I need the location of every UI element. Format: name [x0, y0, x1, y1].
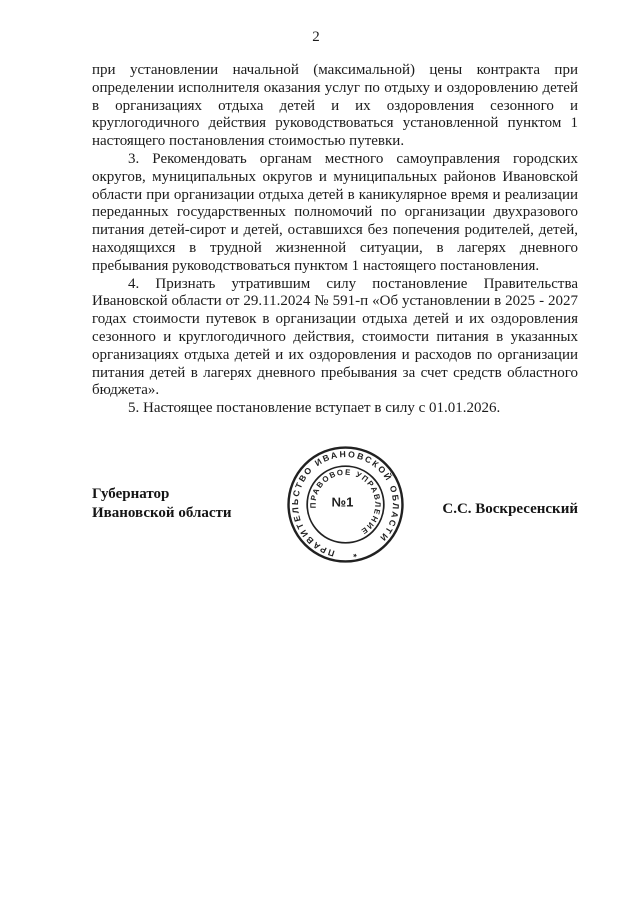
- paragraph-item-4: 4. Признать утратившим силу постановление Правительства Ивановской области от 29.11.2024 № 591-п «Об установлении в 2025 - 2027 годах стоимости путевок в организации отдыха детей и их оздоровления сезонного и круглогодичного действия, стоимости питания в указанных организациях отдыха детей и их оздоровления и расходов по организации питания детей в лагерях дневного пребывания за счет средств областного бюджета».: [92, 275, 578, 399]
- page-number: 2: [312, 29, 320, 45]
- document-body: [92, 62, 578, 418]
- stamp-number: №1: [331, 494, 354, 510]
- stamp-star-icon: *: [352, 548, 358, 560]
- official-stamp: [285, 444, 406, 565]
- signature-title: [92, 485, 232, 522]
- signature-title-line2: Ивановской области: [92, 504, 232, 521]
- stamp-outer-text: ПРАВИТЕЛЬСТВО ИВАНОВСКОЙ ОБЛАСТИ: [289, 448, 402, 559]
- stamp-inner-text: ПРАВОВОЕ УПРАВЛЕНИЕ: [308, 467, 383, 537]
- signature-title-line1: Губернатор: [92, 486, 170, 502]
- paragraph-continuation: при установлении начальной (максимальной) цены контракта при определении исполнителя оказания услуг по отдыху и оздоровлению детей в организациях отдыха детей и их оздоровления сезонного и круглогодичного действия руководствоваться установленной пунктом 1 настоящего постановления стоимостью путевки.: [92, 62, 578, 150]
- paragraph-item-5: 5. Настоящее постановление вступает в силу с 01.01.2026.: [128, 400, 501, 417]
- signature-name: С.С. Воскресенский: [442, 501, 578, 517]
- paragraph-item-3: 3. Рекомендовать органам местного самоуправления городских округов, муниципальных округов и муниципальных районов Ивановской области при организации отдыха детей в каникулярное время и реализации переданных государственных полномочий по организации двухразового питания детей-сирот и детей, оставшихся без попечения родителей, детей, находящихся в трудной жизненной ситуации, в лагерях дневного пребывания руководствоваться пунктом 1 настоящего постановления.: [92, 150, 578, 274]
